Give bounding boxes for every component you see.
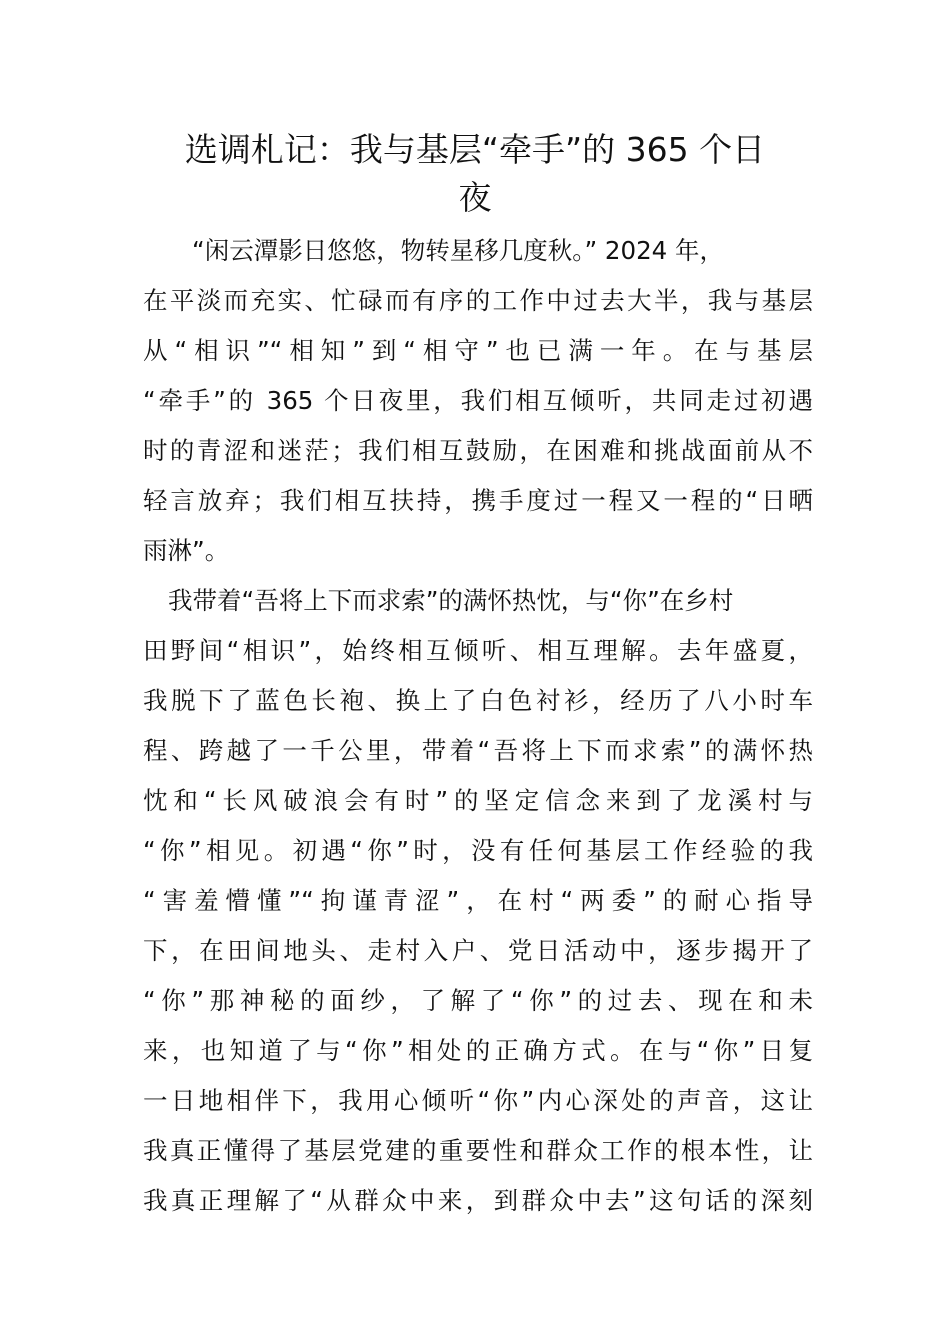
paragraph-line: “牵手”的 365 个日夜里，我们相互倾听，共同走过初遇 [143, 386, 813, 415]
title-line-2: 夜 [458, 178, 492, 217]
paragraph-line: 时的青涩和迷茫；我们相互鼓励，在困难和挑战面前从不 [143, 436, 813, 465]
paragraph-line: 从“相识”“相知”到“相守”也已满一年。在与基层 [143, 336, 813, 365]
paragraph-line: 我带着“吾将上下而求索”的满怀热忱，与“你”在乡村 [168, 586, 734, 615]
paragraph-1 [143, 226, 813, 576]
paragraph-line: 程、跨越了一千公里，带着“吾将上下而求索”的满怀热 [143, 736, 813, 765]
paragraph-line: 在平淡而充实、忙碌而有序的工作中过去大半，我与基层 [143, 286, 813, 315]
document-title [140, 126, 810, 222]
paragraph-line: “你”相见。初遇“你”时，没有任何基层工作经验的我 [143, 836, 813, 865]
paragraph-line: 一日地相伴下，我用心倾听“你”内心深处的声音，这让 [143, 1086, 813, 1115]
paragraph-line: “害羞懵懂”“拘谨青涩”，在村“两委”的耐心指导 [143, 886, 813, 915]
paragraph-2 [143, 576, 813, 1226]
paragraph-line: 雨淋”。 [143, 536, 230, 565]
paragraph-line: 我真正懂得了基层党建的重要性和群众工作的根本性，让 [143, 1136, 813, 1165]
paragraph-line: “闲云潭影日悠悠，物转星移几度秋。” 2024 年， [192, 236, 725, 265]
paragraph-line: 我真正理解了“从群众中来，到群众中去”这句话的深刻 [143, 1186, 813, 1215]
paragraph-line: 我脱下了蓝色长袍、换上了白色衬衫，经历了八小时车 [143, 686, 813, 715]
paragraph-line: 轻言放弃；我们相互扶持，携手度过一程又一程的“日晒 [143, 486, 813, 515]
title-line-1: 选调札记：我与基层“牵手”的 365 个日 [184, 130, 766, 169]
paragraph-line: 来，也知道了与“你”相处的正确方式。在与“你”日复 [143, 1036, 813, 1065]
paragraph-line: 忱和“长风破浪会有时”的坚定信念来到了龙溪村与 [143, 786, 813, 815]
document-body [143, 226, 813, 1226]
paragraph-line: 田野间“相识”，始终相互倾听、相互理解。去年盛夏， [143, 636, 813, 665]
paragraph-line: 下，在田间地头、走村入户、党日活动中，逐步揭开了 [143, 936, 813, 965]
paragraph-line: “你”那神秘的面纱，了解了“你”的过去、现在和未 [143, 986, 813, 1015]
